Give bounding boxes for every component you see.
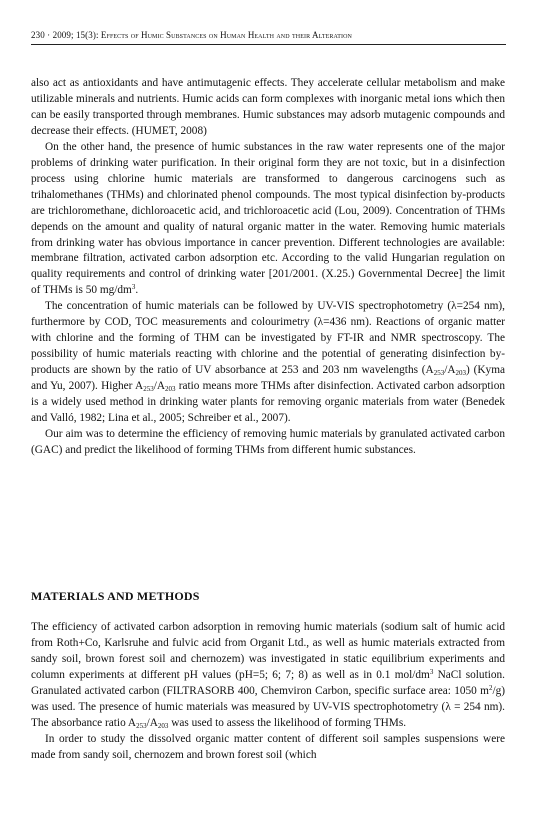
paragraph-text: The concentration of humic materials can be followed by UV-VIS spectrophotometry (λ=254 nm), furthermore by COD, TOC measurements and colourimetry (λ=436 nm). Reactions of organic matter with chlorine and the forming of THM can be investigated by FT-IR and NMR spectroscopy. The possibility of humic materials reacting with chlorine and the potential of generating disinfection by-products are shown by the ratio of UV absorbance at 253 and 203 nm wavelengths (A bbox=[31, 300, 505, 377]
running-header bbox=[31, 29, 505, 41]
subscript: 253 bbox=[136, 721, 147, 730]
paragraph-text: /g) was used. The presence of humic materials was measured by UV-VIS spectrophotometry (λ = 254 nm). The absorbance ratio A bbox=[31, 684, 505, 729]
paragraph-text: The efficiency of activated carbon adsorption in removing humic materials (sodium salt of humic acid from Roth+Co, Karlsruhe and fulvic acid from Organit Ltd., as well as humic materials extracted from sandy soil, brown forest soil and chernozem) was investigated in static equilibrium experiments and column experiments at different pH values (pH=5; 6; 7; 8) as well as in 0.1 mol/dm bbox=[31, 621, 505, 681]
paragraph-text: Our aim was to determine the efficiency of removing humic materials by granulated activated carbon (GAC) and predict the likelihood of forming THMs from different humic substances. bbox=[31, 427, 505, 456]
header-rule bbox=[31, 44, 506, 45]
paragraph bbox=[31, 76, 505, 140]
paragraph-text: On the other hand, the presence of humic substances in the raw water represents one of the major problems of drinking water purification. In their original form they are not toxic, but in a disinfection process using chlorine humic materials are transformed to dangerous carcinogens such as trihalomethanes (THMs) and chlorinated phenol compounds. The most typical disinfection by-products are trichloromethane, dichloroacetic acid, and trichloroacetic acid (Lou, 2009). Concentration of THMs depends on the amount and quality of natural organic matter in the water. Removing humic materials from drinking water has obvious importance in cancer prevention. Different technologies are available: membrane filtration, activated carbon adsorption etc. According to the valid Hungarian regulation on quality requirements and control of drinking water [201/2001. (X.25.) Governmental Decree] the limit of THMs is 50 mg/dm bbox=[31, 140, 505, 297]
methods-section bbox=[31, 620, 505, 764]
subscript: 253 bbox=[433, 369, 445, 378]
superscript: 2 bbox=[488, 683, 493, 692]
paragraph-text: was used to assess the likelihood of forming THMs. bbox=[168, 716, 407, 729]
paragraph-text: ratio means more THMs after disinfection. Activated carbon adsorption is a widely used method in drinking water plants for removing organic materials from water (Benedek and Valló, 1982; Lina et al., 2005; Schreiber et al., 2007). bbox=[31, 380, 505, 425]
paragraph-text: In order to study the dissolved organic matter content of different soil samples suspensions were made from sandy soil, chernozem and brown forest soil (which bbox=[31, 732, 505, 761]
section-heading: MATERIALS AND METHODS bbox=[31, 589, 200, 603]
paragraph-text: NaCl solution. Granulated activated carbon (FILTRASORB 400, Chemviron Carbon, specific surface area: 1050 m bbox=[31, 668, 505, 697]
superscript: 3 bbox=[131, 283, 136, 292]
paragraph bbox=[31, 732, 505, 764]
paragraph bbox=[31, 140, 505, 300]
paragraph bbox=[31, 299, 505, 427]
header-title: Effects of Humic Substances on Human Health and their Alteration bbox=[100, 30, 352, 40]
subscript: 203 bbox=[455, 369, 467, 378]
paragraph-text: ) (Kyma and Yu, 2007). Higher A bbox=[31, 364, 505, 393]
superscript: 3 bbox=[429, 667, 434, 676]
subscript: 203 bbox=[157, 721, 169, 730]
paragraph bbox=[31, 620, 505, 732]
introduction-section bbox=[31, 76, 505, 459]
paragraph-text: also act as antioxidants and have antimutagenic effects. They accelerate cellular metabolism and make utilizable minerals and nutrients. Humic acids can form complexes with inorganic metal ions which then can be easily transported through membranes. Humic substances may adsorb mutagenic compounds and decrease their effects. (HUMET, 2008) bbox=[31, 77, 505, 137]
subscript: 203 bbox=[165, 385, 176, 394]
paragraph bbox=[31, 427, 505, 459]
paragraph-text: /A bbox=[146, 716, 158, 729]
header-page-info: 230 · 2009; 15(3): bbox=[31, 30, 101, 40]
paragraph-text: /A bbox=[444, 364, 456, 377]
paragraph-text: /A bbox=[153, 380, 165, 393]
subscript: 253 bbox=[143, 385, 154, 394]
paragraph-text: . bbox=[135, 284, 139, 297]
